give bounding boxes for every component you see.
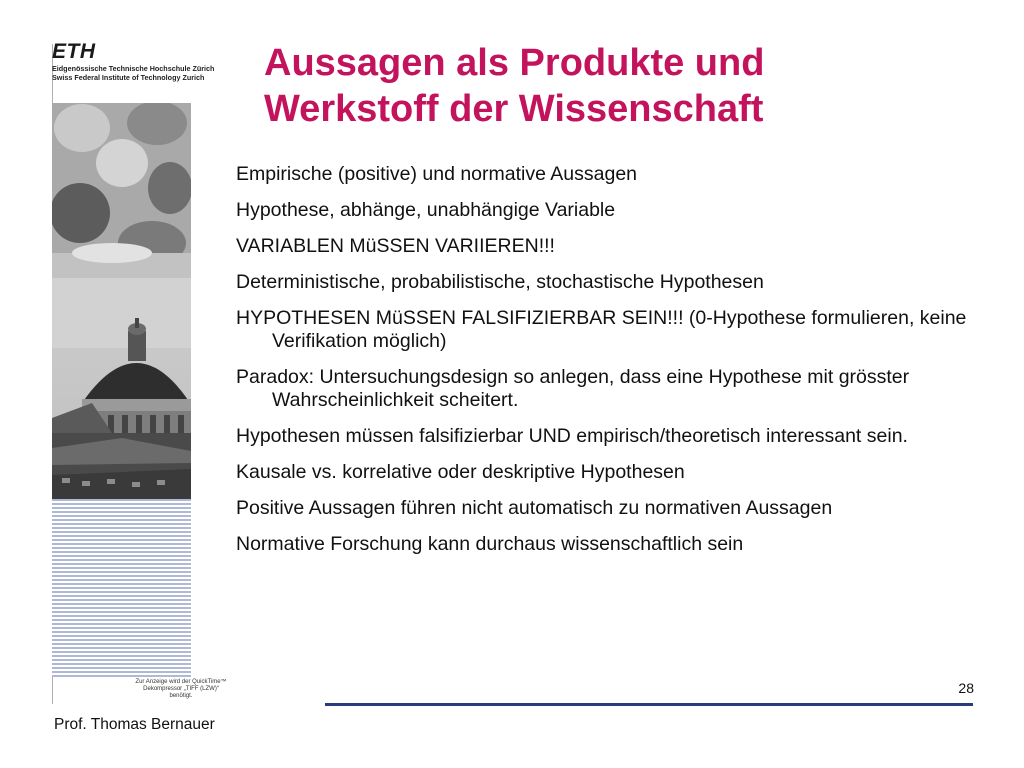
bullet-item: Empirische (positive) und normative Aussagen <box>236 163 638 185</box>
quicktime-note-line3: benötigt. <box>169 693 193 699</box>
quicktime-note-line2: Dekompressor „TIFF (LZW)“ <box>143 686 219 692</box>
bullet-item: Normative Forschung kann durchaus wissenschaftlich sein <box>236 533 744 555</box>
bullet-item: Paradox: Untersuchungsdesign so anlegen, dass eine Hypothese mit grösster Wahrscheinlichkeit scheitert. <box>236 366 910 411</box>
eth-logo-line1: Eidgenössische Technische Hochschule Zürich <box>52 64 215 73</box>
striped-decoration <box>52 499 191 677</box>
footer-rule <box>325 703 973 706</box>
bullet-list <box>236 163 996 569</box>
bullet-item: HYPOTHESEN MüSSEN FALSIFIZIERBAR SEIN!!! (0-Hypothese formulieren, keine Verifikation möglich) <box>236 307 967 352</box>
bullet-item: Hypothesen müssen falsifizierbar UND empirisch/theoretisch interessant sein. <box>236 425 908 447</box>
eth-building-photo <box>52 103 191 499</box>
bullet-item: Hypothese, abhänge, unabhängige Variable <box>236 199 616 221</box>
page-number: 28 <box>958 680 974 696</box>
bullet-item: Kausale vs. korrelative oder deskriptive Hypothesen <box>236 461 685 483</box>
bullet-item: VARIABLEN MüSSEN VARIIEREN!!! <box>236 235 555 257</box>
quicktime-note-line1: Zur Anzeige wird der QuickTime™ <box>135 679 227 685</box>
slide-title <box>264 40 964 132</box>
eth-logo-mark: ETH <box>52 40 96 63</box>
eth-logo <box>52 40 215 102</box>
slide-title-line2: Werkstoff der Wissenschaft <box>264 88 764 130</box>
bullet-item: Deterministische, probabilistische, stochastische Hypothesen <box>236 271 764 293</box>
slide-title-line1: Aussagen als Produkte und <box>264 42 765 84</box>
quicktime-placeholder-note <box>118 679 244 700</box>
eth-logo-line2: Swiss Federal Institute of Technology Zurich <box>52 73 205 82</box>
bullet-item: Positive Aussagen führen nicht automatisch zu normativen Aussagen <box>236 497 833 519</box>
author-name: Prof. Thomas Bernauer <box>54 716 215 733</box>
